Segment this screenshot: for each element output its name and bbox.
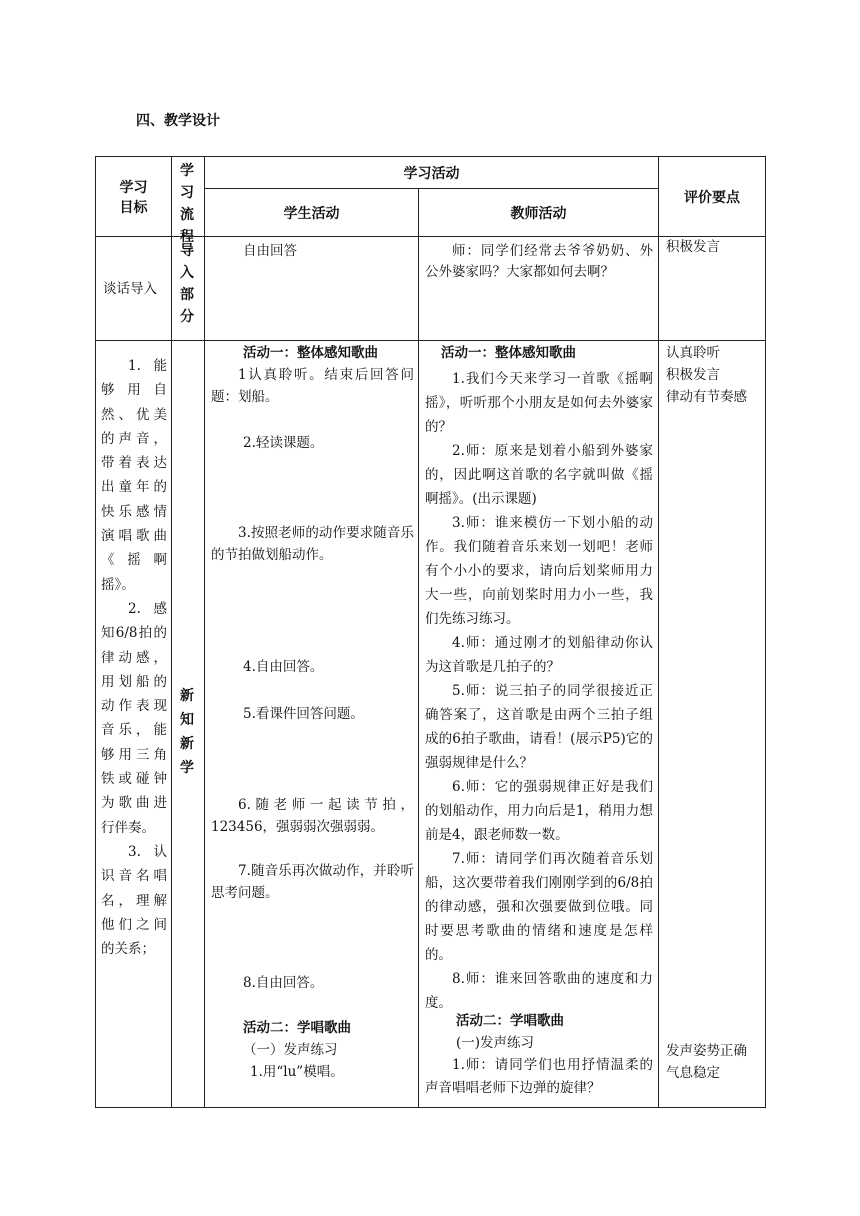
- eval-item-3: 律动有节奏感: [666, 389, 747, 405]
- row1-teacher: [425, 241, 653, 283]
- row1-process: 导入部分: [180, 243, 194, 325]
- row1-goal: 谈话导入: [103, 281, 157, 297]
- header-learning-process: 学习流程: [180, 163, 194, 245]
- student-step2: 2.轻读课题。: [243, 435, 324, 451]
- teacher-step5: 5.师：说三拍子的同学很接近正确答案了，这首歌是由两个三拍子组成的6拍子歌曲，请看！(展示P5)它的强弱规律是什么？: [425, 683, 653, 771]
- eval-item-4: 发声姿势正确: [666, 1043, 747, 1059]
- goal-item-2: 2.感知6/8拍的律动感，用划船的动作表现音乐，能够用三角铁或碰钟为歌曲进行伴奏。: [101, 600, 167, 836]
- student-step1-text: 1认真聆听。结束后回答问题：划船。: [211, 367, 414, 405]
- student-activity2-title: 活动二：学唱歌曲: [243, 1020, 351, 1036]
- header-student-activities: 学生活动: [283, 206, 340, 222]
- header-learning-activities: 学习活动: [403, 166, 460, 182]
- header-goal-line1: 学习: [119, 180, 148, 196]
- teacher-step7: 7.师：请同学们再次随着音乐划船，这次要带着我们刚刚学到的6/8拍的律动感，强和次强要做到位哦。同时要思考歌曲的情绪和速度是怎样的。: [425, 851, 653, 963]
- student-sub1: （一）发声练习: [243, 1042, 338, 1058]
- teacher-step8: 8.师：谁来回答歌曲的速度和力度。: [425, 971, 653, 1011]
- teacher-step1: 1.我们今天来学习一首歌《摇啊摇》，听听那个小朋友是如何去外婆家的？: [425, 371, 653, 435]
- header-goal-line2: 目标: [119, 200, 148, 216]
- teacher-step4: 4.师：通过刚才的划船律动你认为这首歌是几拍子的？: [425, 635, 653, 675]
- goal-item-1: 1.能够用自然、优美的声音，带着表达出童年的快乐感情演唱歌曲《摇啊摇》。: [101, 358, 167, 593]
- row1-eval: 积极发言: [666, 239, 720, 255]
- teacher-step3: 3.师：谁来模仿一下划小船的动作。我们随着音乐来划一划吧！老师有个小小的要求，请向后划桨师用力大一些，向前划桨时用力小一些，我们先练习练习。: [425, 515, 653, 627]
- header-learning-goal: [96, 178, 171, 218]
- student-step3-text: 3.按照老师的动作要求随音乐的节拍做划船动作。: [211, 525, 414, 563]
- student-step9: 1.用“lu”模唱。: [250, 1064, 344, 1080]
- student-step4: 4.自由回答。: [243, 659, 324, 675]
- teacher-step2: 2.师：原来是划着小船到外婆家的，因此啊这首歌的名字就叫做《摇啊摇》。(出示课题): [425, 443, 653, 507]
- teacher-step9-text: 1.师：请同学们也用抒情温柔的声音唱唱老师下边弹的旋律？: [425, 1057, 653, 1096]
- eval-item-5: 气息稳定: [666, 1065, 720, 1081]
- teacher-activity2-title: 活动二：学唱歌曲: [456, 1013, 564, 1029]
- row1-teacher-text: 师：同学们经常去爷爷奶奶、外公外婆家吗？大家都如何去啊？: [425, 243, 653, 280]
- header-teacher-activities: 教师活动: [510, 206, 567, 222]
- student-step1: [211, 364, 414, 408]
- student-activity1-title: 活动一：整体感知歌曲: [243, 345, 378, 361]
- student-step6: [211, 794, 414, 838]
- teacher-step6: 6.师：它的强弱规律正好是我们的划船动作，用力向后是1，稍用力想前是4，跟老师数一数。: [425, 779, 653, 843]
- student-step8: 8.自由回答。: [243, 975, 324, 991]
- teacher-sub1: (一)发声练习: [456, 1035, 535, 1051]
- row1-student: 自由回答: [243, 243, 297, 259]
- goal-item-3: 3.认识音名唱名，理解他们之间的关系；: [101, 843, 167, 958]
- eval-item-2: 积极发言: [666, 367, 720, 383]
- student-step3: [211, 522, 414, 566]
- teacher-activity1-title: 活动一：整体感知歌曲: [441, 345, 576, 361]
- student-step5: 5.看课件回答问题。: [243, 706, 364, 722]
- eval-item-1: 认真聆听: [666, 345, 720, 361]
- row2-goal: [101, 354, 167, 961]
- row2-process: 新知新学: [180, 688, 194, 776]
- student-step7-text: 7.随音乐再次做动作，并聆听思考问题。: [211, 863, 414, 901]
- header-evaluation: 评价要点: [684, 190, 740, 206]
- teacher-step9: [425, 1054, 653, 1100]
- student-step6-text: 6.随老师一起读节拍，123456，强弱弱次强弱弱。: [211, 797, 414, 835]
- student-step7: [211, 860, 414, 904]
- section-heading: 四、教学设计: [136, 113, 220, 129]
- teacher-steps: [425, 367, 653, 1015]
